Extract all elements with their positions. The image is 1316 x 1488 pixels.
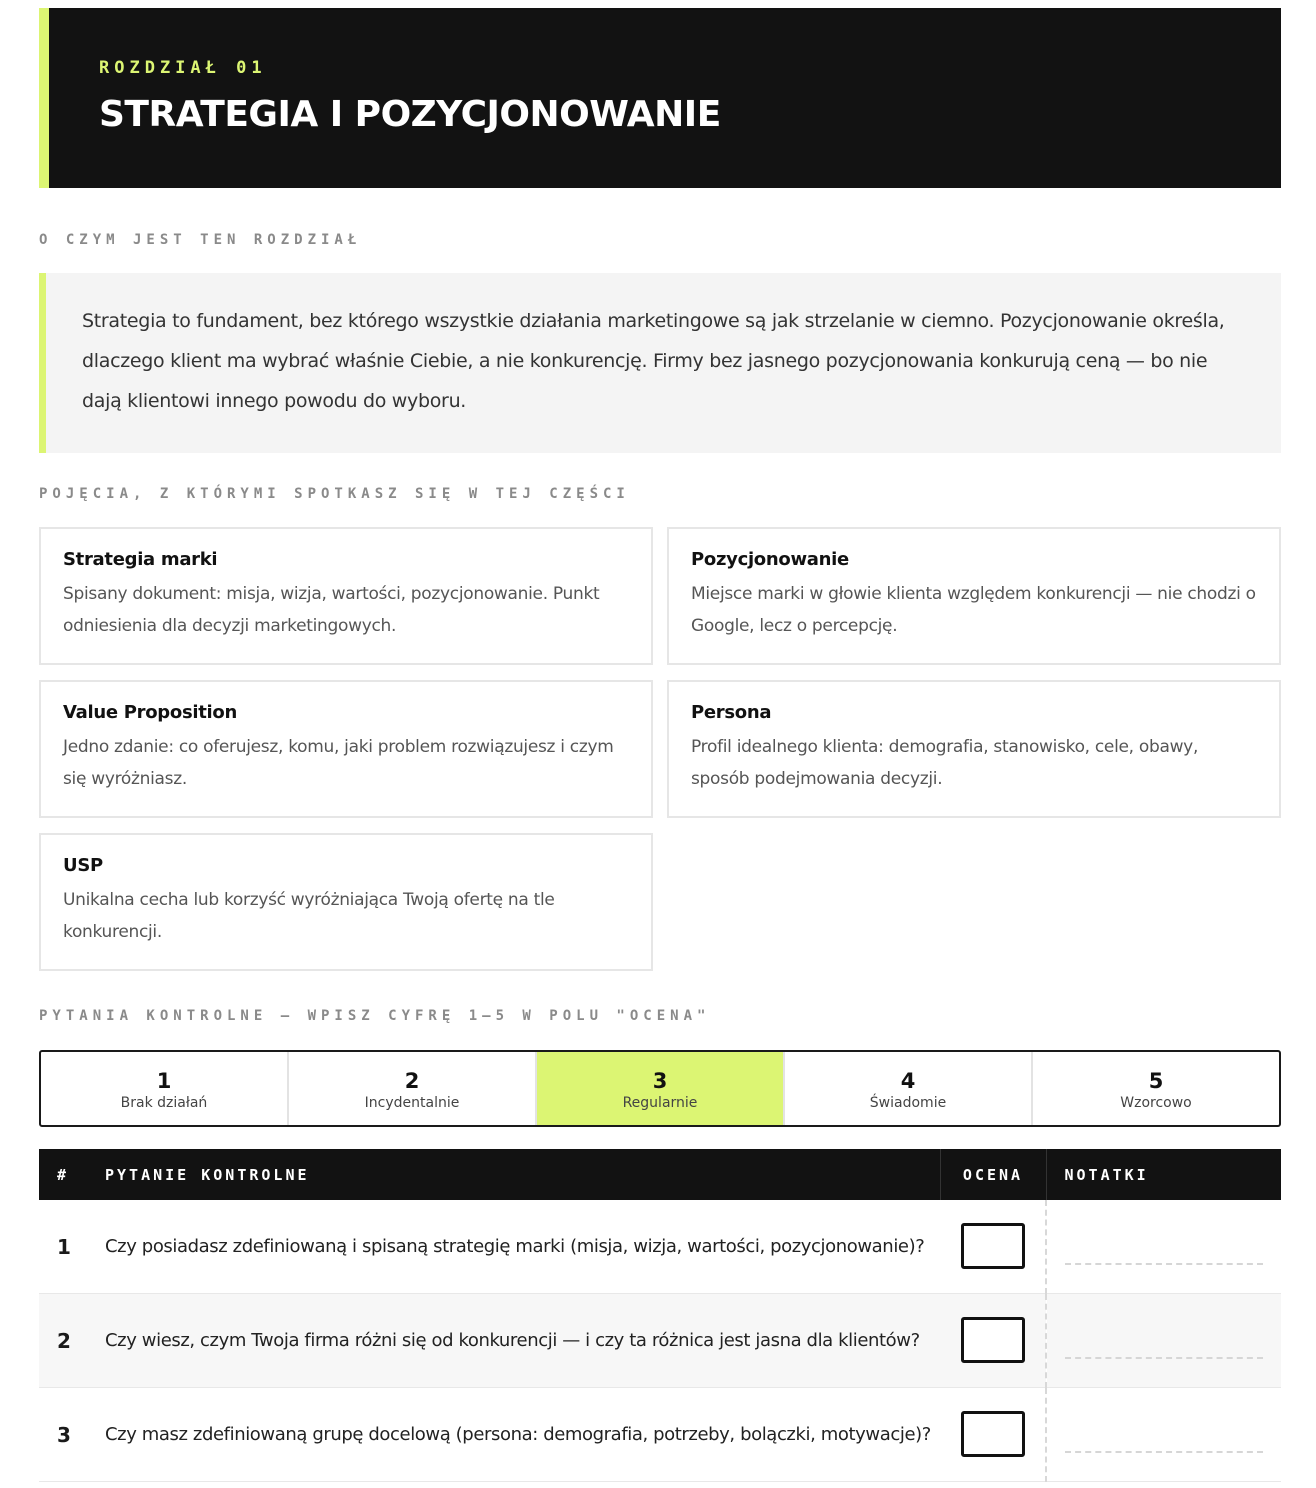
scale-item-4 (785, 1052, 1033, 1125)
question-number: 3 (39, 1388, 87, 1482)
scale-label: Incydentalnie (364, 1095, 460, 1111)
notes-line (1065, 1357, 1263, 1359)
scale-label: Regularnie (622, 1095, 698, 1111)
intro-text: Strategia to fundament, bez którego wszystkie działania marketingowe są jak strzelanie w ciemno. Pozycjonowanie określa, dlaczego klient ma wybrać właśnie Ciebie, a nie konkurencję. Firmy bez jasnego pozycjonowania konkurują ceną — bo nie dają klientowi innego powodu do wyboru. (82, 310, 1225, 412)
scale-number: 1 (156, 1069, 172, 1093)
scale-item-3 (537, 1052, 785, 1125)
rating-scale (39, 1050, 1281, 1127)
concept-title: Persona (691, 702, 772, 723)
scale-item-2 (289, 1052, 537, 1125)
question-number: 1 (39, 1200, 87, 1294)
question-text: Czy masz zdefiniowaną grupę docelową (persona: demografia, potrzeby, bolączki, motywacje)? (87, 1388, 940, 1482)
questions-section-label: PYTANIA KONTROLNE — WPISZ CYFRĘ 1–5 W POLU "OCENA" (39, 1008, 711, 1024)
header-score: OCENA (940, 1149, 1046, 1200)
table-row (39, 1388, 1281, 1482)
scale-number: 2 (404, 1069, 420, 1093)
question-text: Czy wiesz, czym Twoja firma różni się od konkurencji — i czy ta różnica jest jasna dla klientów? (87, 1294, 940, 1388)
concept-description: Profil idealnego klienta: demografia, stanowisko, cele, obawy, sposób podejmowania decyzji. (691, 737, 1199, 789)
notes-cell[interactable] (1046, 1200, 1281, 1294)
scale-number: 4 (900, 1069, 916, 1093)
concept-title: USP (63, 855, 103, 876)
scale-item-1 (41, 1052, 289, 1125)
chapter-title: STRATEGIA I POZYCJONOWANIE (99, 94, 721, 135)
concept-card (39, 833, 653, 971)
scale-item-5 (1033, 1052, 1279, 1125)
concept-description: Spisany dokument: misja, wizja, wartości, pozycjonowanie. Punkt odniesienia dla decyzji marketingowych. (63, 584, 600, 636)
concept-title: Value Proposition (63, 702, 237, 723)
questions-table (39, 1149, 1281, 1482)
concepts-section-label: POJĘCIA, Z KTÓRYMI SPOTKASZ SIĘ W TEJ CZĘŚCI (39, 486, 630, 502)
question-number: 2 (39, 1294, 87, 1388)
scale-number: 5 (1148, 1069, 1164, 1093)
concept-description: Miejsce marki w głowie klienta względem konkurencji — nie chodzi o Google, lecz o percepcję. (691, 584, 1256, 636)
concept-card (39, 527, 653, 665)
score-cell (940, 1200, 1046, 1294)
about-section-label: O CZYM JEST TEN ROZDZIAŁ (39, 232, 362, 248)
scale-number: 3 (652, 1069, 668, 1093)
score-input[interactable] (961, 1411, 1025, 1457)
concept-title: Pozycjonowanie (691, 549, 849, 570)
chapter-header (39, 8, 1281, 188)
intro-box (39, 273, 1281, 453)
concept-card (39, 680, 653, 818)
chapter-kicker: ROZDZIAŁ 01 (99, 58, 267, 78)
table-header-row (39, 1149, 1281, 1200)
scale-label: Wzorcowo (1120, 1095, 1192, 1111)
header-number: # (39, 1149, 87, 1200)
scale-label: Brak działań (120, 1095, 208, 1111)
concept-description: Unikalna cecha lub korzyść wyróżniająca Twoją ofertę na tle konkurencji. (63, 890, 555, 942)
question-text: Czy posiadasz zdefiniowaną i spisaną strategię marki (misja, wizja, wartości, pozycjonowanie)? (87, 1200, 940, 1294)
concept-card (667, 680, 1281, 818)
notes-line (1065, 1263, 1263, 1265)
notes-cell[interactable] (1046, 1294, 1281, 1388)
concept-description: Jedno zdanie: co oferujesz, komu, jaki problem rozwiązujesz i czym się wyróżniasz. (63, 737, 614, 789)
notes-cell[interactable] (1046, 1388, 1281, 1482)
header-question: PYTANIE KONTROLNE (87, 1149, 940, 1200)
table-row (39, 1294, 1281, 1388)
score-input[interactable] (961, 1317, 1025, 1363)
score-cell (940, 1294, 1046, 1388)
concept-title: Strategia marki (63, 549, 218, 570)
header-notes: NOTATKI (1046, 1149, 1281, 1200)
table-row (39, 1200, 1281, 1294)
notes-line (1065, 1451, 1263, 1453)
score-input[interactable] (961, 1223, 1025, 1269)
score-cell (940, 1388, 1046, 1482)
concept-card (667, 527, 1281, 665)
scale-label: Świadomie (869, 1095, 947, 1111)
